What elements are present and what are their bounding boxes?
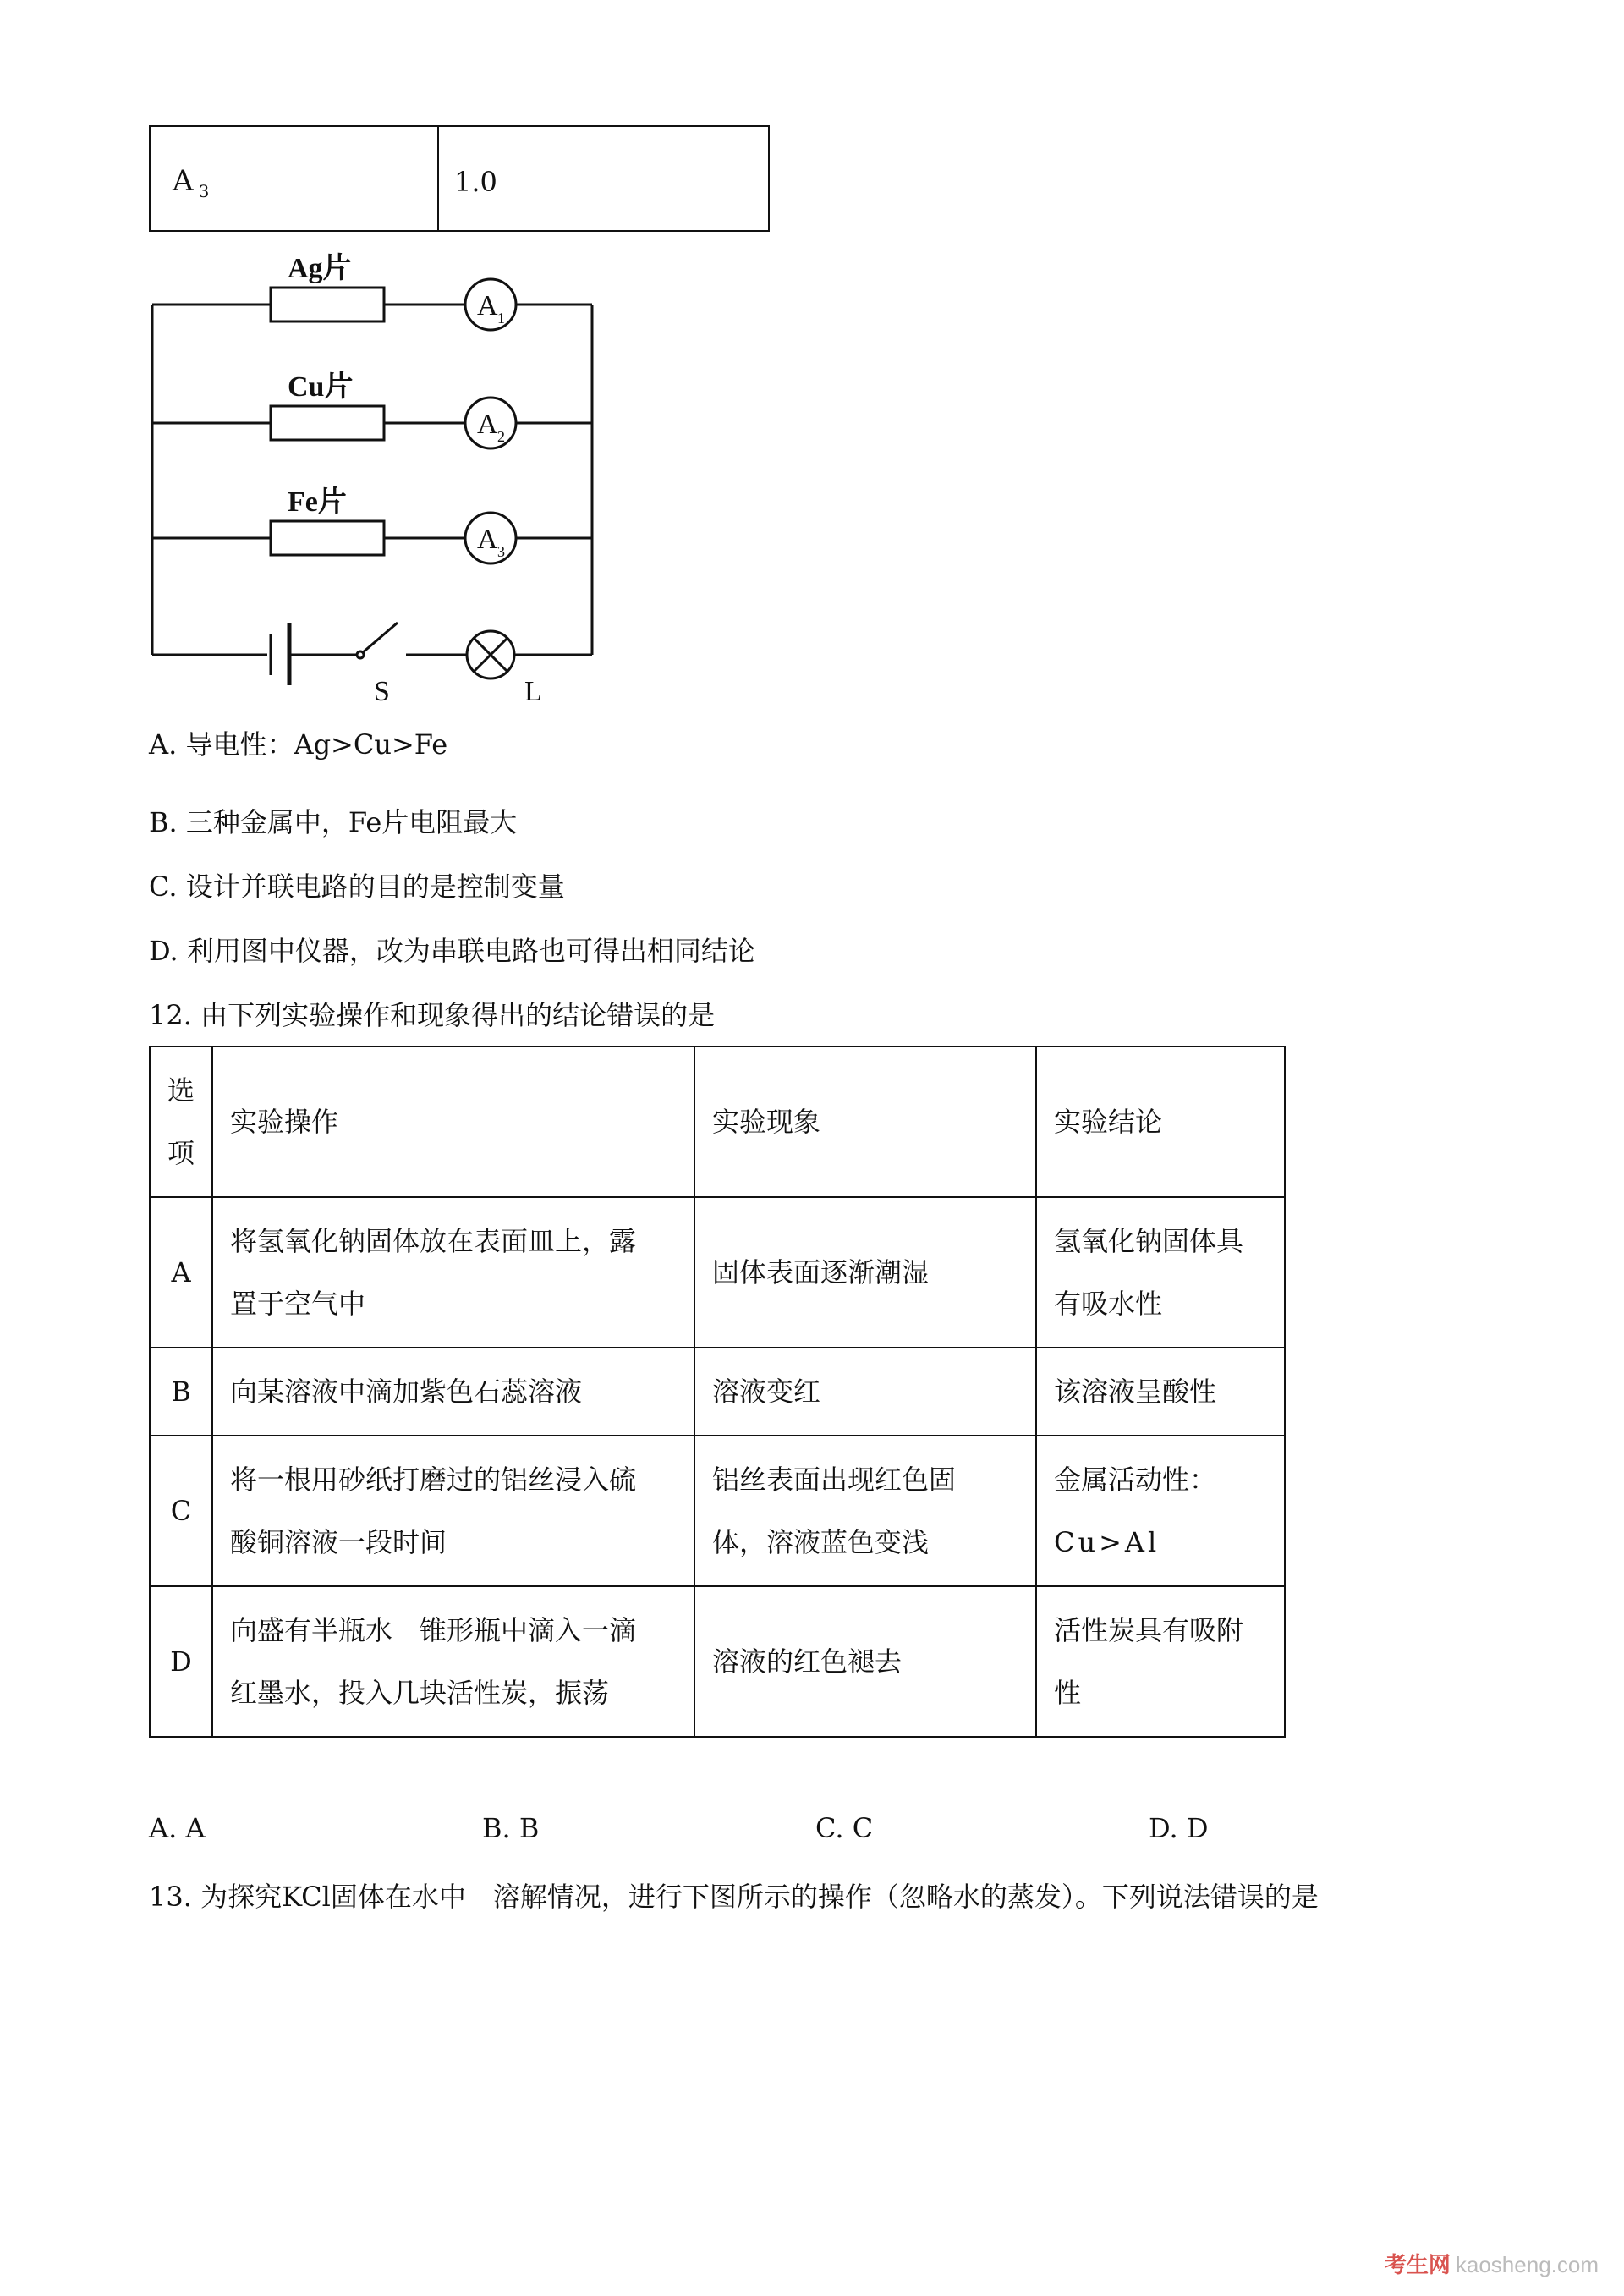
q11-option-b: B. 三种金属中，Fe片电阻最大 xyxy=(149,806,518,838)
fe-label: Fe片 xyxy=(288,486,347,518)
q11-option-a: A. 导电性：Ag>Cu>Fe xyxy=(149,728,448,761)
table-cell-ammeter: $A_3$ xyxy=(173,164,210,201)
q12-answer-c: C. C xyxy=(815,1812,874,1844)
header-phenomenon: 实验现象 xyxy=(694,1046,1036,1197)
cu-resistor xyxy=(271,406,384,440)
q12-answer-b: B. B xyxy=(482,1812,540,1844)
table-divider xyxy=(437,127,439,230)
ammeter-a2-letter: A xyxy=(477,409,498,440)
header-conclusion: 实验结论 xyxy=(1036,1046,1285,1197)
header-operation: 实验操作 xyxy=(212,1046,694,1197)
cu-label: Cu片 xyxy=(288,371,354,403)
experiment-table xyxy=(149,1046,1286,1738)
ammeter-a3-sub: 3 xyxy=(497,543,505,560)
table-row: C 将一根用砂纸打磨过的铝丝浸入硫 酸铜溶液一段时间 铝丝表面出现红色固 体，溶液蓝色变浅 金属活动性： Cu>Al xyxy=(150,1436,1285,1586)
answer-table-fragment xyxy=(149,125,770,232)
ammeter-a1-letter: A xyxy=(477,290,498,321)
switch-arm xyxy=(362,623,398,653)
table-cell-value: 1.0 xyxy=(454,166,497,198)
circuit-diagram xyxy=(135,237,609,711)
header-option: 选 项 xyxy=(150,1046,212,1197)
ammeter-a1-sub: 1 xyxy=(497,310,505,327)
watermark: 考生网 kaosheng.com xyxy=(1384,2252,1599,2277)
q11-option-c: C. 设计并联电路的目的是控制变量 xyxy=(149,871,565,903)
q11-option-d: D. 利用图中仪器，改为串联电路也可得出相同结论 xyxy=(149,935,755,967)
ammeter-a3-letter: A xyxy=(477,524,498,555)
fe-resistor xyxy=(271,521,384,555)
q12-stem: 12. 由下列实验操作和现象得出的结论错误的是 xyxy=(149,999,716,1031)
ag-label: Ag片 xyxy=(288,253,352,284)
q12-answer-a: A. A xyxy=(149,1812,206,1844)
ammeter-a2-sub: 2 xyxy=(497,428,505,445)
table-header-row xyxy=(150,1046,1285,1197)
table-row: D 向盛有半瓶水 锥形瓶中滴入一滴 红墨水，投入几块活性炭，振荡 溶液的红色褪去 活性炭具有吸附 性 xyxy=(150,1586,1285,1737)
ag-resistor xyxy=(271,288,384,321)
q13-stem: 13. 为探究KCl固体在水中 溶解情况，进行下图所示的操作（忽略水的蒸发）。下列说法错误的是 xyxy=(149,1881,1319,1913)
lamp-label: L xyxy=(524,676,542,707)
q12-answer-d: D. D xyxy=(1149,1812,1209,1844)
table-row: B 向某溶液中滴加紫色石蕊溶液 溶液变红 该溶液呈酸性 xyxy=(150,1348,1285,1436)
switch-label: S xyxy=(374,676,390,707)
table-row: A 将氢氧化钠固体放在表面皿上，露 置于空气中 固体表面逐渐潮湿 氢氧化钠固体具 有吸水性 xyxy=(150,1197,1285,1348)
